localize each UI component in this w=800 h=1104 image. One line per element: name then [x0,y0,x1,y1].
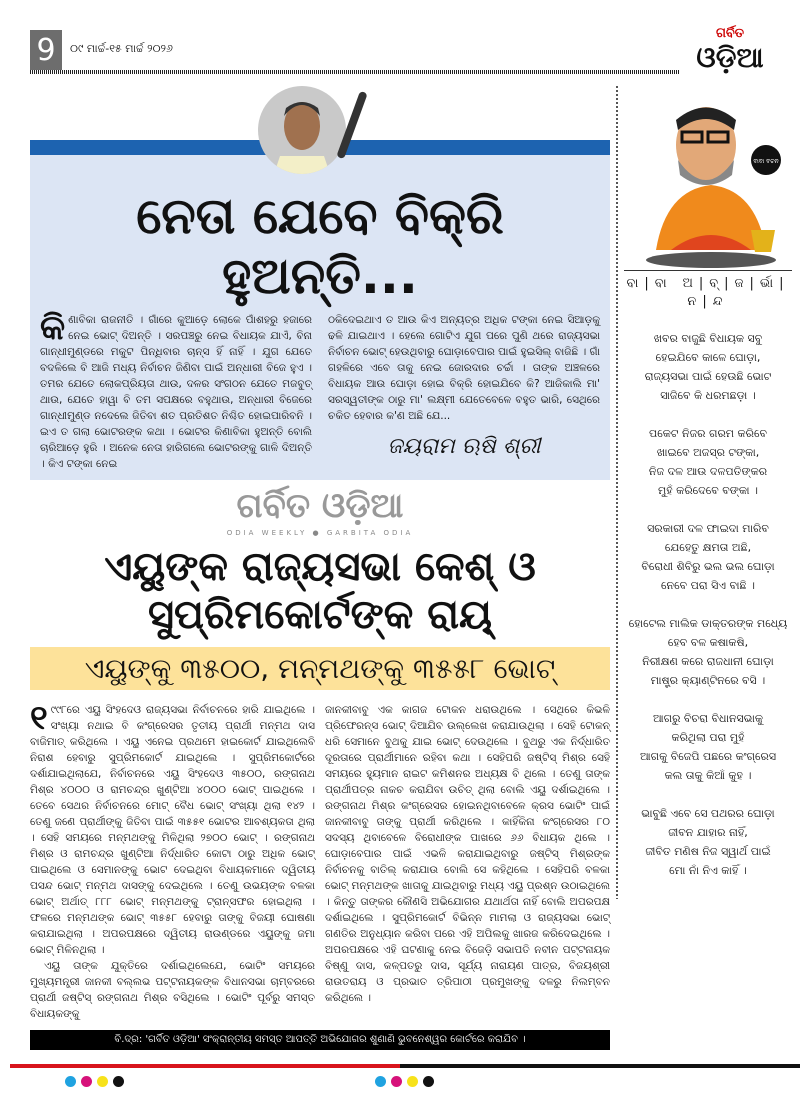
editorial-section [30,86,610,480]
masthead-logo [682,26,778,82]
poem-stanza [624,614,792,690]
poem-line: ହୋଟେଲ ମାଲିକ ଡାକ୍ତରଙ୍କ ମଧ୍ୟେ [628,617,788,630]
logo-bottom: ଓଡ଼ିଆ [696,41,764,74]
baba-caricature [636,100,786,270]
poem-line: ସରକାରୀ ଦଳ ଫାଇଦା ମାରିବ [647,522,769,535]
registration-dot-cyan [375,1076,386,1087]
issue-date: ୦୯ ମାର୍ଚ୍ଚ-୧୫ ମାର୍ଚ୍ଚ ୨୦୨୬ [70,42,173,55]
poem-line: ହେଇଯିବେ କାଳେ ଘୋଡ଼ା, [655,351,761,364]
registration-dot-black [113,1076,124,1087]
poem-line: ନେବେ ପରା ସିଏ ବାଛି । [661,579,755,592]
registration-dot-black [423,1076,434,1087]
editorial-column-1 [40,308,312,472]
poem-line: ଭାବୁଛି ଏବେ ସେ ପଥରର ଘୋଡ଼ା [641,807,775,820]
poem-line: କଲ ତାକୁ କିଆଁ କୁହ । [664,769,752,782]
page-header [0,0,800,86]
poem-line: ଜୀବନ ଯାହାର ନାହିଁ, [668,826,748,839]
main-column [30,86,610,1050]
sidebar-poem [624,329,792,880]
bottom-rule-black [400,1064,800,1068]
poem-line: ମାଷ୍ଟ୍ର କ୍ୟାଣ୍ଟିନରେ ବସି । [650,674,766,687]
editorial-text-2: ଠକିଦେଇଥାଏ ତ ଆଉ କିଏ ଅନ୍ୟତ୍ର ଅଧିକ ଟଙ୍କା ନେଇ ସିଆଡ଼କୁ ଢଳି ଯାଇଥାଏ । ହେଲେ ଗୋଟିଏ ଯୁଗ ପରେ ପୁଣି ଥରେ ରାଜ୍ୟସଭା ନିର୍ବାଚନ ଭୋଟ୍ ହେଉଥିବାରୁ ଘୋଡ଼ାବେପାର ପାଇଁ ହୁଇସିଲ୍ ବାଜିଛି । ଗାଁ ଗହଳିରେ ଏବେ ତାକୁ ନେଇ ଜୋରଦାର ଚର୍ଚ୍ଚା । ତାଙ୍କ ଅଞ୍ଚଳରେ ବିଧାୟକ ଆଉ ଘୋଡ଼ା ହୋଇ ବିକ୍ରି ହୋଇଯିବେ କି? ଆଜିକାଲି ମା' ସରସ୍ୱତୀଙ୍କ ଠାରୁ ମା' ଲକ୍ଷ୍ମୀ ଯେତେବେଳେ ବହୁତ ଭାରି, ସେଥିରେ ଚକିତ ହେବାର କ'ଣ ଅଛି ଯେ... [328,314,600,422]
registration-dot-cyan [65,1076,76,1087]
cartoon-badge-text: ବାବା ବଚନ [753,158,779,165]
watermark-logo [30,480,610,541]
poem-line: ଆଗରୁ ବିଚରା ବିଧାନସଭାକୁ [653,712,763,725]
header-rule [30,70,680,74]
editorial-column-2 [328,312,600,472]
registration-dot-magenta [81,1076,92,1087]
sidebar [612,86,792,899]
poem-line: ମୋ ନାଁ ନିଏ କାହିଁ । [669,864,747,877]
poem-line: ପକେଟ ନିଜର ଗରମ କରିବେ [649,427,767,440]
drop-cap: ୧ [30,697,48,738]
poem-line: ହେବ ବଳ କଷାକଷି, [667,636,749,649]
article-headline: ଏୟୁଙ୍କ ରାଜ୍ୟସଭା କେଶ୍ ଓ ସୁପ୍ରିମକୋର୍ଟଙ୍କ ରାୟ୍ [104,543,536,638]
poem-line: ନିରୀକ୍ଷଣ କରେ ରାଜଧାନୀ ଘୋଡ଼ା [642,655,774,668]
bottom-rule-red [10,1064,400,1068]
article-subheadline: ଏୟୁଙ୍କୁ ୩୫୦୦, ମନ୍ମଥଙ୍କୁ ୩୫୫୮ ଭୋଟ୍ [30,647,610,690]
poem-line: ମୁହଁ କରିଦେବେ ବଙ୍କା । [658,484,758,497]
watermark-text: ଗର୍ବିତ ଓଡ଼ିଆ [236,486,404,526]
poem-line: ରାଜ୍ୟସଭା ପାଇଁ ହେଉଛି ଭୋଟ [644,370,772,383]
columnist-caricature [258,86,346,174]
registration-dot-yellow [97,1076,108,1087]
drop-cap: କି [40,308,66,348]
logo-top: ଗର୍ବିତ [715,26,745,41]
watermark-tagline: ODIA WEEKLY ● GARBITA ODIA [226,528,414,537]
poem-line: ବିରୋଧୀ ଶିବିରୁ ଭଲ ଭଲ ଘୋଡ଼ା [641,560,775,573]
page-body [0,86,800,1050]
poem-line: ନିଜ ଦଳ ଆଉ ଦଳପତିଙ୍କର [648,465,768,478]
bottom-rules [0,1064,800,1104]
poem-line: ଯେହେତୁ କ୍ଷମତା ଅଛି, [664,541,752,554]
registration-dot-yellow [407,1076,418,1087]
poem-stanza [624,329,792,405]
poem-line: ଆଗକୁ ବିଜେପି ପଛରେ କଂଗ୍ରେସ [639,750,777,763]
poem-line: ସାଜିବେ କି ଧରମଛଡ଼ା । [660,389,756,402]
page-number: 9 [30,30,62,72]
article-columns [30,697,610,1022]
editorial-headline: ନେତା ଯେବେ ବିକ୍ରି ହୁଅନ୍ତି... [136,187,504,305]
article-column-1 [30,697,315,1022]
editorial-text-1: ଣାବିକା ରାଜନୀତି । ଗାଁରେ କୁଆଡ଼େ ଲୋକେ ପାଁଶହରୁ ହଜାରେ ନେଇ ଭୋଟ୍ ଦିଅନ୍ତି । ସରପଞ୍ଚରୁ ନେଇ ବିଧାୟକ ଯାଏଁ, ବିନା ଗାନ୍ଧୀମୁଣ୍ଡରେ ମକୁଟ ପିନ୍ଧିବାର ଚାନ୍ସ ହିଁ ନାହିଁ । ଯୁଗ ଯେତେ ବଦଳିଲେ ବି ଆଜି ମଧ୍ୟ ନିର୍ବାଚନ ଜିଣିବା ପାଇଁ ଅନ୍ଧାରୀ ବିଜେ ହୁଏ । ତମର ଯେତେ ଲୋକପ୍ରିୟତା ଥାଉ, ଦଳର ସଂଗଠନ ଯେତେ ମଜବୁତ୍ ଥାଉ, ଯେତେ ହାୱା ବି ତମ ସପକ୍ଷରେ ବହୁଥାଉ, ଅନ୍ଧାରୀ ବିଜେରେ ଗାନ୍ଧୀମୁଣ୍ଡ ନଦେଲେ ଜିତିବା ଶତ ପ୍ରତିଶତ ନିଶ୍ଚିତ ହୋଇପାରିବନି । ଇଏ ତ ଗଲା ଭୋଟରଙ୍କ କଥା । ଭୋଟର କିଣାବିକା ହୁଅନ୍ତି ବୋଲି ଚାରିଆଡ଼େ ହୁରି । ଅନେକ ନେତା ହାରିଗଲେ ଭୋଟରଙ୍କୁ ଗାଳି ଦିଅନ୍ତି । କିଏ ଟଙ୍କା ନେଇ [40,314,312,470]
poem-stanza [624,519,792,595]
sidebar-column-title: ବା|ବା ଅ|ବ୍|ଜ|ର୍ଭା|ନ|ନ୍ଦ [624,270,792,311]
poem-line: ଖାଇବେ ଅଜସ୍ର ଟଙ୍କା, [656,446,760,459]
article-column-2: ଜାନକୀବାବୁ ଏକ କାଗଜ ଟୋକନ ଧରାଉଥିଲେ । ସେଥିରେ କିଭଳି ପ୍ରିଫେରନ୍ସ ଭୋଟ୍ ଦିଆଯିବ ଉଲ୍ଲେଖ କରାଯାଉଥିଲା । ସେହି ଟୋକନ୍ ଧରି ସେମାନେ ବୁଥକୁ ଯାଇ ଭୋଟ୍ ଦେଉଥିଲେ । ବୁଥରୁ ଏକ ନିର୍ଦ୍ଧାରିତ ଦୂରତାରେ ପ୍ରାର୍ଥୀମାନେ ରହିବା କଥା । ସେହିପରି ଜଷ୍ଟିସ୍ ମିଶ୍ର ସେହି ସମୟରେ ହ୍ୟୁମାନ ରାଇଟ କମିଶନର ଅଧ୍ୟକ୍ଷ ବି ଥିଲେ । ତେଣୁ ତାଙ୍କ ପ୍ରାର୍ଥୀପତ୍ର ନାକଚ କରାଯିବା ଉଚିତ୍ ଥିଲା ବୋଲି ଏୟୁ ଦର୍ଶାଇଥିଲେ । ରଙ୍ଗନାଥ ମିଶ୍ର କଂଗ୍ରେସର ହୋଇନଥିବାବେଳେ କ୍ରସ ଭୋଟିଂ ପାଇଁ ଜାନକୀବାବୁ ତାଙ୍କୁ ପ୍ରାର୍ଥୀ କରିଥିଲେ । କାହିଁକିନା କଂଗ୍ରେସର ୮୦ ସଦସ୍ୟ ଥିବାବେଳେ ବିରୋଧୀଙ୍କ ପାଖରେ ୬୬ ବିଧାୟକ ଥିଲେ । ଘୋଡ଼ାବେପାର ପାଇଁ ଏଭଳି କରାଯାଇଥିବାରୁ ଜଷ୍ଟିସ୍ ମିଶ୍ରଙ୍କ ନିର୍ବାଚନକୁ ବାତିଲ୍ କରାଯାଉ ବୋଲି ସେ କହିଥିଲେ । ସେହିପରି ବଳକା ଭୋଟ୍ ମନ୍ମଥଙ୍କ ଖାତାକୁ ଯାଇଥିବାରୁ ମଧ୍ୟ ଏୟୁ ପ୍ରଶ୍ନ ଉଠାଇଥିଲେ । କିନ୍ତୁ ତାଙ୍କର କୌଣସି ଅଭିଯୋଗର ଯଥାର୍ଥତା ନାହିଁ ବୋଲି ଅପରପକ୍ଷ ଦର୍ଶାଇଥିଲେ । ସୁପ୍ରିମକୋର୍ଟ ବିଭିନ୍ନ ମାମଲା ଓ ରାଜ୍ୟସଭା ଭୋଟ୍ ଗଣତିର ଅନୁଧ୍ୟାନ କରିବା ପରେ ଏହି ଅପିଲକୁ ଖାରଜ କରିଦେଇଥିଲେ । ଅପରପକ୍ଷରେ ଏହି ଘଟଣାକୁ ନେଇ ବିଜେଡ଼ି ସଭାପତି ନବୀନ ପଟ୍ଟନାୟକ ବିଷ୍ଣୁ ଦାସ, କଳ୍ପତରୁ ଦାସ, ସୂର୍ଯ୍ୟ ନାରାୟଣ ପାତ୍ର, ବିଜୟଶ୍ରୀ ରାଉତରାୟ ଓ ପ୍ରଭାତ ତ୍ରିପାଠୀ ପ୍ରମୁଖଙ୍କୁ ଦଳରୁ ନିଲମ୍ବନ କରିଥିଲେ । [325,703,610,1004]
editorial-columns [30,308,610,472]
disclaimer-bar: ବି.ଦ୍ର: 'ଗର୍ବିତ ଓଡ଼ିଆ' ସଂକ୍ରାନ୍ତୀୟ ସମସ୍ତ ଆପତ୍ତି ଅଭିଯୋଗର ଶୁଣାଣି ଭୁବନେଶ୍ୱର କୋର୍ଟରେ କରାଯିବ । [30,1030,610,1050]
poem-stanza [624,709,792,785]
poem-stanza [624,424,792,500]
registration-dot-magenta [391,1076,402,1087]
poem-stanza [624,804,792,880]
article-paragraph: ଏୟୁ ତାଙ୍କ ଯୁକ୍ତିରେ ଦର୍ଶାଇଥିଲେଯେ, ଭୋଟିଂ ସମୟରେ ମୁଖ୍ୟମନ୍ତ୍ରୀ ଜାନକୀ ବଲ୍ଲଭ ପଟ୍ଟନାୟକଙ୍କ ବିଧାନସଭା ଚାମ୍ବରରେ ପ୍ରାର୍ଥୀ ଜଷ୍ଟିସ୍ ରଙ୍ଗନାଥ ମିଶ୍ର ବସିଥିଲେ । ଭୋଟିଂ ପୂର୍ବରୁ ସମସ୍ତ ବିଧାୟକଙ୍କୁ [30,959,315,1020]
poem-line: କରିଥିଲା ପରା ମୁହଁ [671,731,745,744]
poem-line: ଖବର ବାଜୁଛି ବିଧାୟକ ସବୁ [653,332,763,345]
article-paragraph: ୯୯୮ରେ ଏୟୁ ସିଂହଦେଓ ରାଜ୍ୟସଭା ନିର୍ବାଚନରେ ହାରି ଯାଇଥିଲେ । ସଂଖ୍ୟା ନଥାଇ ବି କଂଗ୍ରେସର ତୃତୀୟ ପ୍ରାର୍ଥୀ ମନ୍ମଥ ଦାସ ବାଜିମାତ୍ କରିଥିଲେ । ଏୟୁ ଏନେଇ ପ୍ରଥମେ ହାଇକୋର୍ଟ ଯାଇଥିଲେବି ନିରାଶ ହେବାରୁ ସୁପ୍ରିମକୋର୍ଟ ଯାଇଥିଲେ । ସୁପ୍ରିମକୋର୍ଟରେ ଦର୍ଶାଯାଇଥିଲାଯେ, ନିର୍ବାଚନରେ ଏୟୁ ସିଂହଦେଓ ୩୫୦୦, ରଙ୍ଗନାଥ ମିଶ୍ର ୪୦୦୦ ଓ ରାମଚନ୍ଦ୍ର ଖୁଣ୍ଟିଆ ୪୦୦୦ ଭୋଟ୍ ପାଇଥିଲେ । ତେବେ ସେଥର ନିର୍ବାଚନରେ ମୋଟ୍ ବୈଧ ଭୋଟ୍ ସଂଖ୍ୟା ଥିଲା ୧୪୨ । ତେଣୁ ଜଣେ ପ୍ରାର୍ଥୀଙ୍କୁ ଜିତିବା ପାଇଁ ୩୫୫୧ ଭୋଟର ଆବଶ୍ୟକତା ଥିଲା । ସେହି ସମୟରେ ମନ୍ମଥଙ୍କୁ ମିଳିଥିଲା ୨୭୦୦ ଭୋଟ୍ । ରଙ୍ଗନାଥ ମିଶ୍ର ଓ ରାମଚନ୍ଦ୍ର ଖୁଣ୍ଟିଆ ନିର୍ଦ୍ଧାରିତ କୋଟା ଠାରୁ ଅଧିକ ଭୋଟ୍ ପାଇଥିଲେ ଓ ସେମାନଙ୍କୁ ଭୋଟ ଦେଇଥିବା ବିଧାୟକମାନେ ଦ୍ୱିତୀୟ ପସନ୍ଦ ଭୋଟ୍ ମନ୍ମଥ ଦାସଙ୍କୁ ଦେଇଥିଲେ । ତେଣୁ ଉଭୟଙ୍କ ବଳକା ଭୋଟ୍ ଅର୍ଥାତ୍ ୮୮୮ ଭୋଟ୍ ମନ୍ମଥଙ୍କୁ ଟ୍ରାନ୍ସଫର ହୋଇଥିଲା । ଫଳରେ ମନ୍ମଥଙ୍କ ଭୋଟ୍ ୩୫୫୮ ହେବାରୁ ତାଙ୍କୁ ବିଜୟୀ ଘୋଷଣା କରାଯାଇଥିଲା । ଅପରପକ୍ଷରେ ଦ୍ୱିତୀୟ ରାଉଣ୍ଡରେ ଏୟୁଙ୍କୁ ଜମା ଭୋଟ୍ ମିଳିନଥିଲା । [30,703,315,956]
author-signature: ଜୟରାମ ଋଷି ଶ୍ରୀ [387,434,541,459]
poem-line: ଜୀବିତ ମଣିଷ ନିଜ ସ୍ୱାର୍ଥ ପାଇଁ [645,845,771,858]
